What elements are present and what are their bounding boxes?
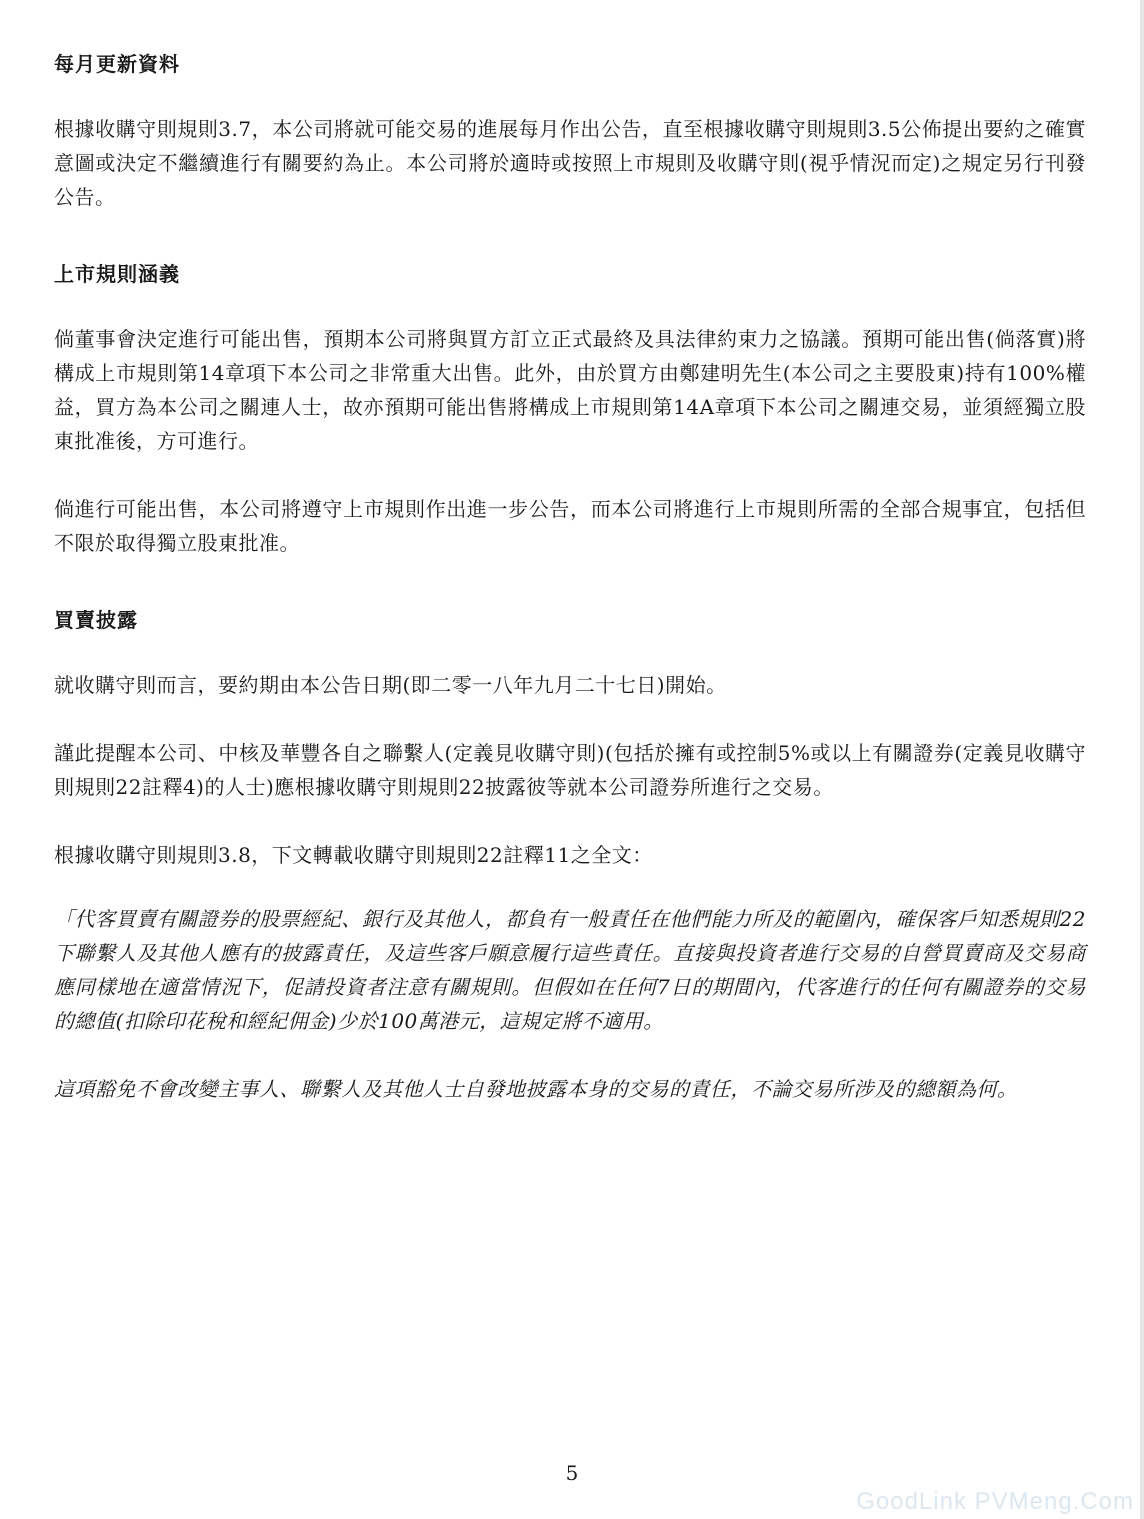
paragraph: 根據收購守則規則3.8，下文轉載收購守則規則22註釋11之全文： xyxy=(54,843,653,867)
paragraph: 倘進行可能出售，本公司將遵守上市規則作出進一步公告，而本公司將進行上市規則所需的全部合規事宜，包括但不限於取得獨立股東批准。 xyxy=(54,497,1086,555)
quoted-paragraph: 這項豁免不會改變主事人、聯繫人及其他人士自發地披露本身的交易的責任，不論交易所涉及的總額為何。 xyxy=(54,1077,1018,1101)
section-heading-monthly-update: 每月更新資料 xyxy=(54,52,180,76)
section-heading-dealing-disclosure: 買賣披露 xyxy=(54,608,138,632)
document-body xyxy=(54,48,1086,1106)
paragraph: 就收購守則而言，要約期由本公告日期(即二零一八年九月二十七日)開始。 xyxy=(54,673,727,697)
paragraph: 倘董事會決定進行可能出售，預期本公司將與買方訂立正式最終及具法律約束力之協議。預期可能出售(倘落實)將構成上市規則第14章項下本公司之非常重大出售。此外，由於買方由鄭建明先生(本公司之主要股東)持有100%權益，買方為本公司之關連人士，故亦預期可能出售將構成上市規則第14A章項下本公司之關連交易，並須經獨立股東批准後，方可進行。 xyxy=(54,327,1086,453)
watermark: GoodLink PVMeng.Com xyxy=(856,1488,1134,1515)
paragraph: 根據收購守則規則3.7，本公司將就可能交易的進展每月作出公告，直至根據收購守則規則3.5公佈提出要約之確實意圖或決定不繼續進行有關要約為止。本公司將於適時或按照上市規則及收購守則(視乎情況而定)之規定另行刊發公告。 xyxy=(54,117,1086,209)
paragraph: 謹此提醒本公司、中核及華豐各自之聯繫人(定義見收購守則)(包括於擁有或控制5%或以上有關證券(定義見收購守則規則22註釋4)的人士)應根據收購守則規則22披露彼等就本公司證券所進行之交易。 xyxy=(54,741,1086,799)
quoted-paragraph: 「代客買賣有關證券的股票經紀、銀行及其他人，都負有一般責任在他們能力所及的範圍內，確保客戶知悉規則22下聯繫人及其他人應有的披露責任，及這些客戶願意履行這些責任。直接與投資者進行交易的自營買賣商及交易商應同樣地在適當情況下，促請投資者注意有關規則。但假如在任何7日的期間內，代客進行的任何有關證券的交易的總值(扣除印花稅和經紀佣金)少於100萬港元，這規定將不適用。 xyxy=(54,907,1086,1033)
page-edge xyxy=(1140,0,1144,1519)
section-heading-listing-rules: 上市規則涵義 xyxy=(54,262,180,286)
page-number: 5 xyxy=(565,1461,579,1485)
